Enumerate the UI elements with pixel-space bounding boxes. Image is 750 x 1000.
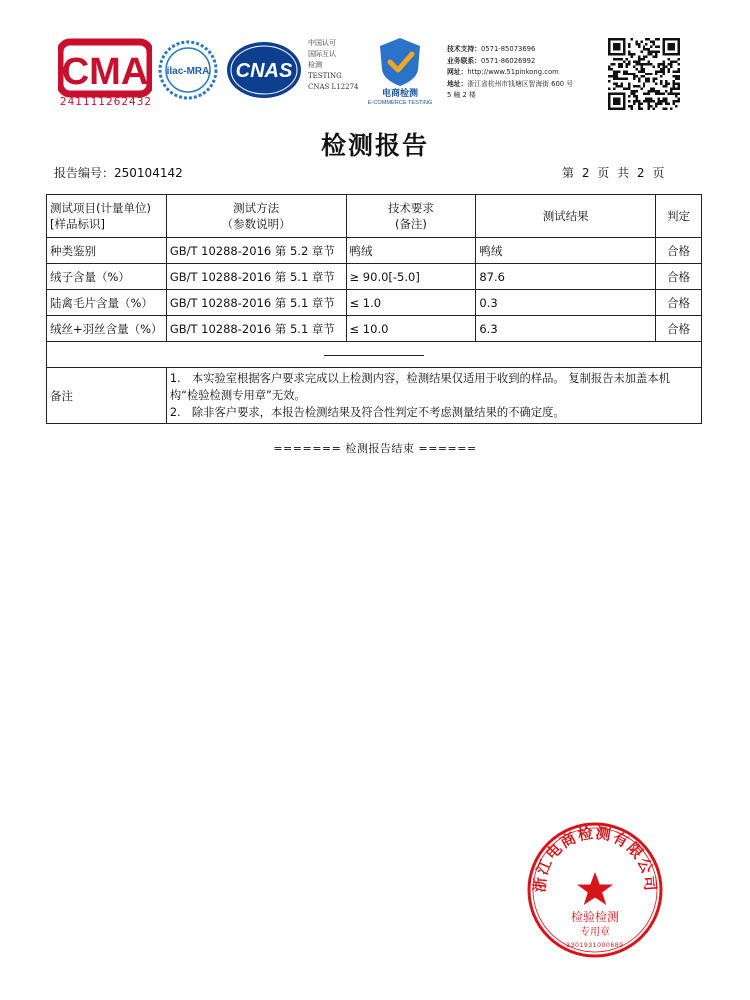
- cell-verdict: 合格: [656, 290, 702, 316]
- notes-row: [47, 368, 702, 424]
- cnas-line: CNAS L12274: [308, 83, 359, 91]
- seal-org-name: 浙江电商检测有限公司: [530, 823, 660, 893]
- cell-item: 绒丝+羽丝含量（%）: [47, 316, 167, 342]
- ecom-logo-cn: 电商检测: [381, 89, 419, 99]
- contact-line: 业务联系：0571-86026992: [447, 56, 536, 65]
- report-number: 报告编号：250104142: [54, 166, 183, 180]
- cell-requirement: 鸭绒: [346, 238, 476, 264]
- cnas-logo: [224, 38, 304, 102]
- seal-center-text: 检验检测: [570, 910, 620, 924]
- cell-item: 陆禽毛片含量（%）: [47, 290, 167, 316]
- contact-info: [447, 44, 573, 102]
- table-header-row: [47, 195, 702, 238]
- table-row: [47, 290, 702, 316]
- contact-line: 网址：http://www.51pinkong.com: [447, 68, 559, 76]
- cnas-line: 检测: [308, 61, 322, 69]
- cell-method: GB/T 10288-2016 第 5.2 章节: [166, 238, 346, 264]
- cell-result: 0.3: [476, 290, 656, 316]
- star-icon: [577, 872, 613, 905]
- cnas-logo-text: CNAS: [235, 60, 293, 82]
- report-end-marker: ======= 检测报告结束 ======: [273, 442, 477, 455]
- cell-verdict: 合格: [656, 316, 702, 342]
- cell-result: 6.3: [476, 316, 656, 342]
- cell-result: 鸭绒: [476, 238, 656, 264]
- official-seal-stamp: [525, 820, 665, 960]
- cell-verdict: 合格: [656, 264, 702, 290]
- page-indicator: 第 2 页 共 2 页: [562, 166, 667, 180]
- ecommerce-testing-logo: [360, 34, 440, 106]
- blank-row-divider: [47, 342, 702, 368]
- cell-verdict: 合格: [656, 238, 702, 264]
- table-row: [47, 264, 702, 290]
- cell-requirement: ≤ 10.0: [346, 316, 476, 342]
- ilac-mra-logo: [156, 38, 220, 102]
- note-item: 2. 除非客户要求，本报告检测结果及符合性判定不考虑测量结果的不确定度。: [169, 406, 565, 419]
- blank-row: [47, 342, 702, 368]
- cell-result: 87.6: [476, 264, 656, 290]
- cell-requirement: ≥ 90.0[-5.0]: [346, 264, 476, 290]
- website-link[interactable]: http://www.51pinkong.com: [467, 68, 559, 76]
- col-header-verdict: 判定: [656, 195, 702, 238]
- table-row: [47, 238, 702, 264]
- table-row: [47, 316, 702, 342]
- seal-sub-text: 专用章: [580, 927, 610, 938]
- ilac-logo-text: ilac-MRA: [166, 66, 210, 77]
- contact-line: 技术支持：0571-85073696: [447, 45, 536, 53]
- note-item: 1. 本实验室根据客户要求完成以上检测内容，检测结果仅适用于收到的样品。 复制报告未加盖本机构“检验检测专用章”无效。: [169, 372, 670, 402]
- cnas-line: 中国认可: [308, 39, 336, 47]
- cell-method: GB/T 10288-2016 第 5.1 章节: [166, 316, 346, 342]
- contact-line: 地址：浙江省杭州市钱塘区智海街 600 号: [447, 79, 574, 88]
- col-header-item: 测试项目(计量单位) [样品标识]: [47, 195, 167, 238]
- cell-requirement: ≤ 1.0: [346, 290, 476, 316]
- cell-method: GB/T 10288-2016 第 5.1 章节: [166, 290, 346, 316]
- cell-item: 绒子含量（%）: [47, 264, 167, 290]
- notes-content: [166, 368, 701, 424]
- col-header-method: 测试方法 （参数说明）: [166, 195, 346, 238]
- contact-line: 5 幢 2 楼: [447, 91, 476, 99]
- seal-code: 3301931000689: [566, 942, 624, 949]
- col-header-result: 测试结果: [476, 195, 656, 238]
- cnas-line: 国际互认: [308, 50, 336, 58]
- cell-item: 种类鉴别: [47, 238, 167, 264]
- cma-code: 241111262432: [59, 96, 153, 108]
- test-results-table: [46, 194, 702, 424]
- page-title: 检测报告: [320, 131, 429, 160]
- col-header-requirement: 技术要求 (备注): [346, 195, 476, 238]
- notes-label: 备注: [47, 368, 167, 424]
- ecom-logo-en: E-COMMERCE TESTING: [367, 100, 433, 106]
- dash-line: [324, 355, 424, 356]
- cell-method: GB/T 10288-2016 第 5.1 章节: [166, 264, 346, 290]
- cnas-accreditation-text: [308, 38, 358, 93]
- cnas-line: TESTING: [308, 72, 342, 80]
- cma-logo-text: CMA: [61, 51, 149, 93]
- qr-code-icon: [608, 38, 680, 110]
